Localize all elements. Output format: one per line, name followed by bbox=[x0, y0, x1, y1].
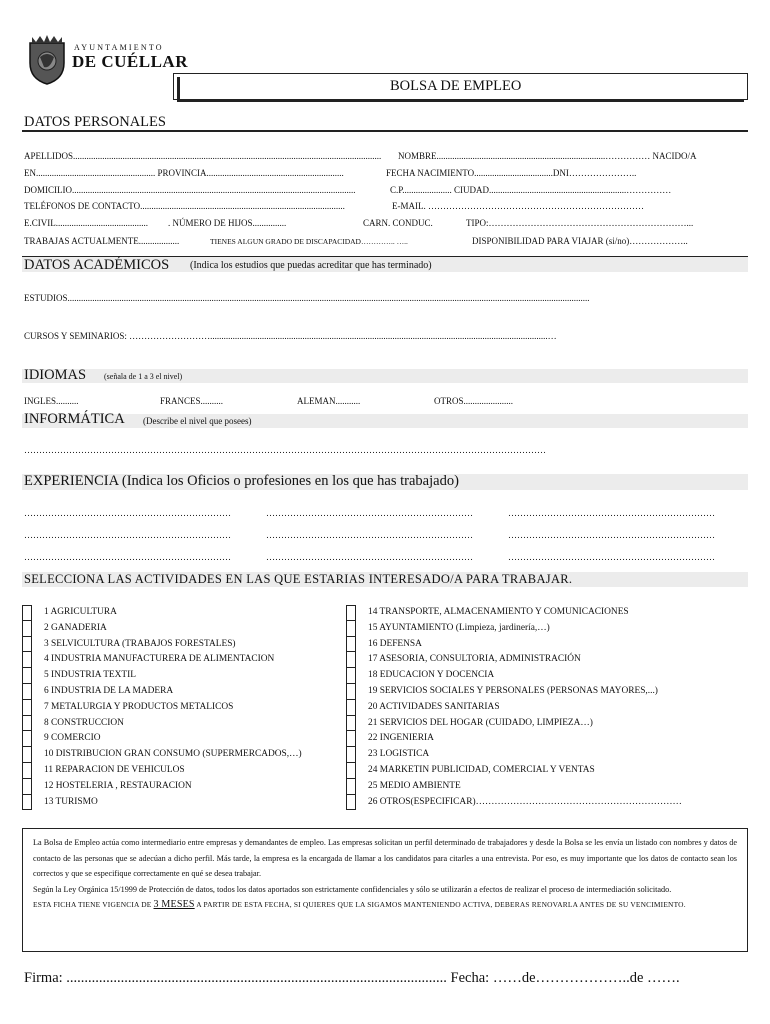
section-languages: IDIOMAS bbox=[24, 367, 87, 383]
activity-item[interactable] bbox=[22, 700, 352, 716]
activity-label: 1 AGRICULTURA bbox=[44, 607, 117, 617]
info-paragraph-vigencia: ESTA FICHA TIENE VIGENCIA DE 3 MESES A PARTIR DE ESTA FECHA, SI QUIERES QUE LA SIGAMOS MANTENIENDO ACTIVA, DEBERAS RENOVARLA ANTES DE SU VENCIMIENTO. bbox=[33, 899, 686, 911]
activity-item[interactable] bbox=[22, 763, 352, 779]
activity-checkbox[interactable] bbox=[346, 605, 356, 621]
experience-line[interactable]: …………………………………………………………… bbox=[24, 552, 231, 562]
activity-checkbox[interactable] bbox=[346, 716, 356, 732]
activity-item[interactable] bbox=[22, 668, 352, 684]
field-carnet[interactable]: CARN. CONDUC. bbox=[363, 218, 433, 228]
field-disponibilidad[interactable]: DISPONIBILIDAD PARA VIAJAR (si/no)……………….. bbox=[472, 236, 688, 246]
activity-checkbox[interactable] bbox=[346, 684, 356, 700]
experience-line[interactable]: …………………………………………………………… bbox=[266, 530, 473, 540]
field-cp-ciudad[interactable]: C.P...................... CIUDAD.............................................................…………… bbox=[390, 185, 672, 195]
activity-item[interactable] bbox=[22, 747, 352, 763]
activity-item[interactable] bbox=[346, 700, 746, 716]
activity-label: 17 ASESORIA, CONSULTORIA, ADMINISTRACIÓN bbox=[368, 654, 581, 665]
activity-label: 11 REPARACION DE VEHICULOS bbox=[44, 764, 185, 775]
activity-item[interactable] bbox=[22, 621, 352, 637]
field-tipo-carnet[interactable]: TIPO:…………………………………………………………... bbox=[466, 218, 694, 228]
page-title: BOLSA DE EMPLEO bbox=[390, 78, 522, 94]
activity-checkbox[interactable] bbox=[22, 668, 32, 684]
activity-checkbox[interactable] bbox=[22, 795, 32, 811]
activity-item[interactable] bbox=[346, 779, 746, 795]
activity-label: 5 INDUSTRIA TEXTIL bbox=[44, 670, 137, 681]
activity-item[interactable] bbox=[346, 668, 746, 684]
activity-label: 6 INDUSTRIA DE LA MADERA bbox=[44, 685, 174, 696]
field-trabajas[interactable]: TRABAJAS ACTUALMENTE.................. bbox=[24, 236, 180, 246]
activity-item[interactable] bbox=[346, 795, 746, 811]
field-nombre[interactable]: NOMBRE...........................................................................…………… NACIDO/A bbox=[398, 151, 697, 161]
activity-checkbox[interactable] bbox=[346, 668, 356, 684]
field-fecha-nacimiento[interactable]: FECHA NACIMIENTO...................................DNI………………….. bbox=[386, 168, 637, 178]
activity-item[interactable] bbox=[22, 684, 352, 700]
crest-logo bbox=[26, 33, 68, 85]
activity-label: 9 COMERCIO bbox=[44, 733, 101, 744]
activity-item[interactable] bbox=[346, 621, 746, 637]
activity-label: 24 MARKETIN PUBLICIDAD, COMERCIAL Y VENTAS bbox=[368, 764, 595, 775]
activity-checkbox[interactable] bbox=[22, 652, 32, 668]
activity-item[interactable] bbox=[22, 605, 352, 621]
section-personal-rule bbox=[22, 130, 748, 132]
activity-label: 19 SERVICIOS SOCIALES Y PERSONALES (PERSONAS MAYORES,...) bbox=[368, 685, 658, 696]
section-it-band bbox=[22, 414, 748, 428]
field-informatica[interactable]: ………………………………………………………………………………………………………………………………………………………… bbox=[24, 445, 546, 455]
experience-line[interactable]: …………………………………………………………… bbox=[266, 508, 473, 518]
field-apellidos[interactable]: APELLIDOS......................................................................................................................................... bbox=[24, 151, 382, 161]
activity-label: 23 LOGISTICA bbox=[368, 749, 430, 760]
activity-item[interactable] bbox=[346, 605, 746, 621]
activity-label: 22 INGENIERIA bbox=[368, 733, 434, 744]
experience-line[interactable]: …………………………………………………………… bbox=[508, 508, 715, 518]
info-paragraph-bolsa: La Bolsa de Empleo actúa como intermediario entre empresas y demandantes de empleo. Las empresas solicitan un perfil determinado de trabajadores y desde la Bolsa se les envía un listado con nombres y datos de contacto de las personas que se adecúan a dicho perfil. Más tarde, la empresa es la encargada de llamar a los candidatos para citarles a una entrevista. Por eso, es muy importante que los datos de contacto sean los correctos y que se especifique correctamente en qué se desea trabajar. bbox=[33, 838, 737, 879]
activity-label: 3 SELVICULTURA (TRABAJOS FORESTALES) bbox=[44, 638, 236, 649]
activity-checkbox[interactable] bbox=[346, 795, 356, 811]
section-it: INFORMÁTICA bbox=[24, 411, 125, 427]
activity-item[interactable] bbox=[346, 747, 746, 763]
activity-label: 26 OTROS(ESPECIFICAR)………………………………………………………… bbox=[368, 796, 682, 807]
logo-line2: DE CUÉLLAR bbox=[72, 52, 188, 71]
section-academic: DATOS ACADÉMICOS bbox=[24, 257, 170, 273]
activity-checkbox[interactable] bbox=[22, 731, 32, 747]
experience-line[interactable]: …………………………………………………………… bbox=[508, 530, 715, 540]
activity-label: 20 ACTIVIDADES SANITARIAS bbox=[368, 701, 500, 712]
activity-label: 13 TURISMO bbox=[44, 796, 98, 807]
activity-checkbox[interactable] bbox=[22, 716, 32, 732]
section-languages-note: (señala de 1 a 3 el nivel) bbox=[104, 372, 183, 381]
activity-item[interactable] bbox=[346, 637, 746, 653]
activity-label: 14 TRANSPORTE, ALMACENAMIENTO Y COMUNICACIONES bbox=[368, 607, 629, 617]
activity-label: 18 EDUCACION Y DOCENCIA bbox=[368, 670, 495, 681]
section-experience: EXPERIENCIA (Indica los Oficios o profesiones en los que has trabajado) bbox=[24, 473, 459, 489]
activity-label: 12 HOSTELERIA , RESTAURACION bbox=[44, 780, 192, 791]
section-personal: DATOS PERSONALES bbox=[24, 114, 166, 130]
field-cursos[interactable]: CURSOS Y SEMINARIOS: ………………………......................................................................................................................................................… bbox=[24, 331, 557, 341]
activity-item[interactable] bbox=[346, 684, 746, 700]
activity-checkbox[interactable] bbox=[346, 747, 356, 763]
activity-item[interactable] bbox=[22, 779, 352, 795]
activity-item[interactable] bbox=[346, 731, 746, 747]
experience-line[interactable]: …………………………………………………………… bbox=[508, 552, 715, 562]
activity-label: 4 INDUSTRIA MANUFACTURERA DE ALIMENTACION bbox=[44, 654, 275, 665]
activity-checkbox[interactable] bbox=[346, 731, 356, 747]
field-numero-hijos[interactable]: . NÚMERO DE HIJOS............... bbox=[168, 218, 287, 228]
activities-right-column bbox=[346, 605, 746, 810]
section-it-note: (Describe el nivel que posees) bbox=[143, 416, 252, 426]
field-estado-civil[interactable]: E.CIVIL......................................... bbox=[24, 218, 148, 228]
field-ingles[interactable]: INGLES.......... bbox=[24, 396, 79, 406]
activity-label: 15 AYUNTAMIENTO (Limpieza, jardinería,…) bbox=[368, 622, 550, 633]
activity-checkbox[interactable] bbox=[22, 747, 32, 763]
activities-left-column bbox=[22, 605, 352, 810]
activity-label: 7 METALURGIA Y PRODUCTOS METALICOS bbox=[44, 701, 234, 712]
activity-label: 2 GANADERIA bbox=[44, 622, 107, 633]
activity-item[interactable] bbox=[346, 652, 746, 668]
field-otros-idiomas[interactable]: OTROS...................... bbox=[434, 396, 514, 406]
activity-checkbox[interactable] bbox=[346, 637, 356, 653]
field-lugar-nacimiento[interactable]: EN..................................................... PROVINCIA............................................................. bbox=[24, 168, 344, 178]
activity-checkbox[interactable] bbox=[22, 637, 32, 653]
activity-checkbox[interactable] bbox=[22, 684, 32, 700]
activity-item[interactable] bbox=[22, 731, 352, 747]
activity-checkbox[interactable] bbox=[22, 779, 32, 795]
field-telefonos[interactable]: TELÉFONOS DE CONTACTO........................................................................................... bbox=[24, 201, 345, 211]
experience-line[interactable]: …………………………………………………………… bbox=[266, 552, 473, 562]
activity-label: 16 DEFENSA bbox=[368, 638, 422, 649]
activity-checkbox[interactable] bbox=[22, 605, 32, 621]
activity-checkbox[interactable] bbox=[22, 621, 32, 637]
activity-checkbox[interactable] bbox=[346, 621, 356, 637]
activity-checkbox[interactable] bbox=[346, 652, 356, 668]
activity-label: 8 CONSTRUCCION bbox=[44, 717, 124, 728]
field-email[interactable]: E-MAIL. ……………………………………………………………… bbox=[392, 201, 644, 211]
activity-checkbox[interactable] bbox=[346, 763, 356, 779]
logo-line1: AYUNTAMIENTO bbox=[74, 43, 164, 52]
field-estudios[interactable]: ESTUDIOS........................................................................................................................................................................................................................................ bbox=[24, 293, 590, 303]
activity-item[interactable] bbox=[22, 716, 352, 732]
activity-item[interactable] bbox=[22, 795, 352, 811]
field-discapacidad[interactable]: TIENES ALGUN GRADO DE DISCAPACIDAD………….. ….. bbox=[210, 237, 408, 246]
vigencia-highlight: 3 MESES bbox=[153, 899, 195, 911]
section-academic-note: (Indica los estudios que puedas acreditar que has terminado) bbox=[190, 260, 432, 271]
activity-checkbox[interactable] bbox=[346, 700, 356, 716]
info-box bbox=[22, 828, 748, 952]
activity-checkbox[interactable] bbox=[346, 779, 356, 795]
activity-checkbox[interactable] bbox=[22, 763, 32, 779]
activity-checkbox[interactable] bbox=[22, 700, 32, 716]
field-aleman[interactable]: ALEMAN........... bbox=[297, 396, 361, 406]
activity-label: 10 DISTRIBUCION GRAN CONSUMO (SUPERMERCADOS,…) bbox=[44, 749, 302, 760]
signature-line[interactable]: Firma: ......................................................................................................... Fecha: ……de………………..de ……. bbox=[24, 970, 680, 986]
activity-label: 25 MEDIO AMBIENTE bbox=[368, 780, 461, 791]
experience-line[interactable]: …………………………………………………………… bbox=[24, 530, 231, 540]
activity-item[interactable] bbox=[22, 637, 352, 653]
field-domicilio[interactable]: DOMICILIO.............................................................................................................................. bbox=[24, 185, 356, 195]
activity-item[interactable] bbox=[22, 652, 352, 668]
field-frances[interactable]: FRANCES.......... bbox=[160, 396, 224, 406]
section-activities: SELECCIONA LAS ACTIVIDADES EN LAS QUE ESTARIAS INTERESADO/A PARA TRABAJAR. bbox=[24, 572, 573, 586]
info-paragraph-ley: Según la Ley Orgánica 15/1999 de Protección de datos, todos los datos aportados son estrictamente confidenciales y sólo se utilizarán a efectos de realizar el proceso de intermediación solicitado. bbox=[33, 884, 672, 894]
experience-line[interactable]: …………………………………………………………… bbox=[24, 508, 231, 518]
activity-item[interactable] bbox=[346, 763, 746, 779]
activity-item[interactable] bbox=[346, 716, 746, 732]
activity-label: 21 SERVICIOS DEL HOGAR (CUIDADO, LIMPIEZA…) bbox=[368, 717, 593, 728]
